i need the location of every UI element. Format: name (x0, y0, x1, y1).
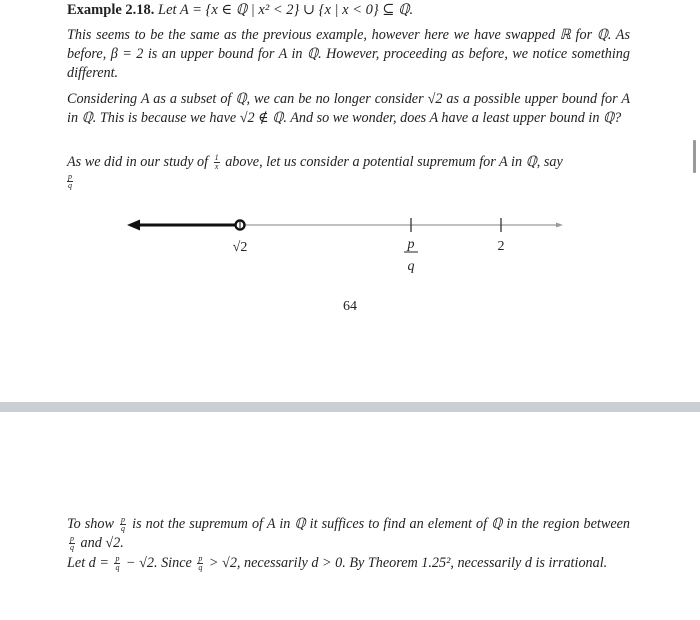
fraction-numerator: p (115, 554, 120, 564)
fraction-p-over-q (114, 555, 120, 572)
example-statement: Let A = {x ∈ ℚ | x² < 2} ∪ {x | x < 0} ⊆ ℚ. (158, 2, 414, 18)
fraction-numerator: p (198, 554, 203, 564)
ray-arrow-left-icon (127, 220, 140, 231)
vertical-scrollbar-thumb[interactable] (693, 140, 696, 173)
fraction-denominator: q (121, 524, 126, 534)
paragraph-text: As we did in our study of (67, 154, 209, 170)
paragraph (67, 515, 630, 553)
fraction-one-over-x (214, 154, 220, 171)
document-page-65 (0, 412, 700, 620)
paragraph: Considering A as a subset of ℚ, we can be no longer consider √2 as a possible upper bound for A in ℚ. This is because we have √2 ∉ ℚ. And so we wonder, does A have a least upper bound in ℚ? (67, 91, 630, 126)
page-number: 64 (343, 299, 357, 314)
fraction-denominator: q (198, 563, 203, 573)
paragraph (67, 153, 630, 191)
fraction-p-over-q (197, 555, 203, 572)
paragraph: This seems to be the same as the previous example, however here we have swapped ℝ for ℚ. As before, β = 2 is an upper bound for A in ℚ. However, proceeding as before, we notice something different. (67, 27, 630, 81)
fraction-p-over-q (67, 173, 73, 190)
paragraph-text: To show (67, 516, 114, 532)
number-line-figure (0, 200, 700, 290)
paragraph-text: and √2. (80, 535, 124, 551)
fraction-numerator: p (70, 534, 74, 544)
fraction-p-over-q (120, 516, 126, 533)
label-sqrt2: √2 (232, 240, 248, 255)
axis-arrow-right-icon (556, 223, 563, 228)
label-two: 2 (497, 239, 505, 254)
fraction-denominator: q (115, 563, 120, 573)
example-label: Example 2.18. (67, 2, 155, 18)
paragraph-text: Let d = (67, 555, 109, 571)
paragraph-text: above, let us consider a potential supremum for A in ℚ, say (225, 154, 563, 170)
paragraph-text: > √2, necessarily d > 0. By Theorem 1.25², necessarily d is irrational. (208, 555, 608, 571)
label-p: p (407, 237, 415, 252)
fraction-denominator: x (214, 162, 219, 172)
fraction-numerator: p (68, 172, 72, 182)
page-separator (0, 402, 700, 412)
paragraph-text: − √2. Since (125, 555, 192, 571)
paragraph (67, 554, 630, 573)
fraction-numerator: 1 (214, 153, 219, 163)
example-heading (67, 1, 630, 20)
paragraph-text: is not the supremum of A in ℚ it suffices to find an element of ℚ in the region between (132, 516, 631, 532)
fraction-numerator: p (121, 515, 126, 525)
fraction-denominator: q (68, 181, 72, 191)
fraction-p-over-q (69, 535, 75, 552)
fraction-denominator: q (70, 543, 74, 553)
label-q: q (407, 259, 415, 274)
